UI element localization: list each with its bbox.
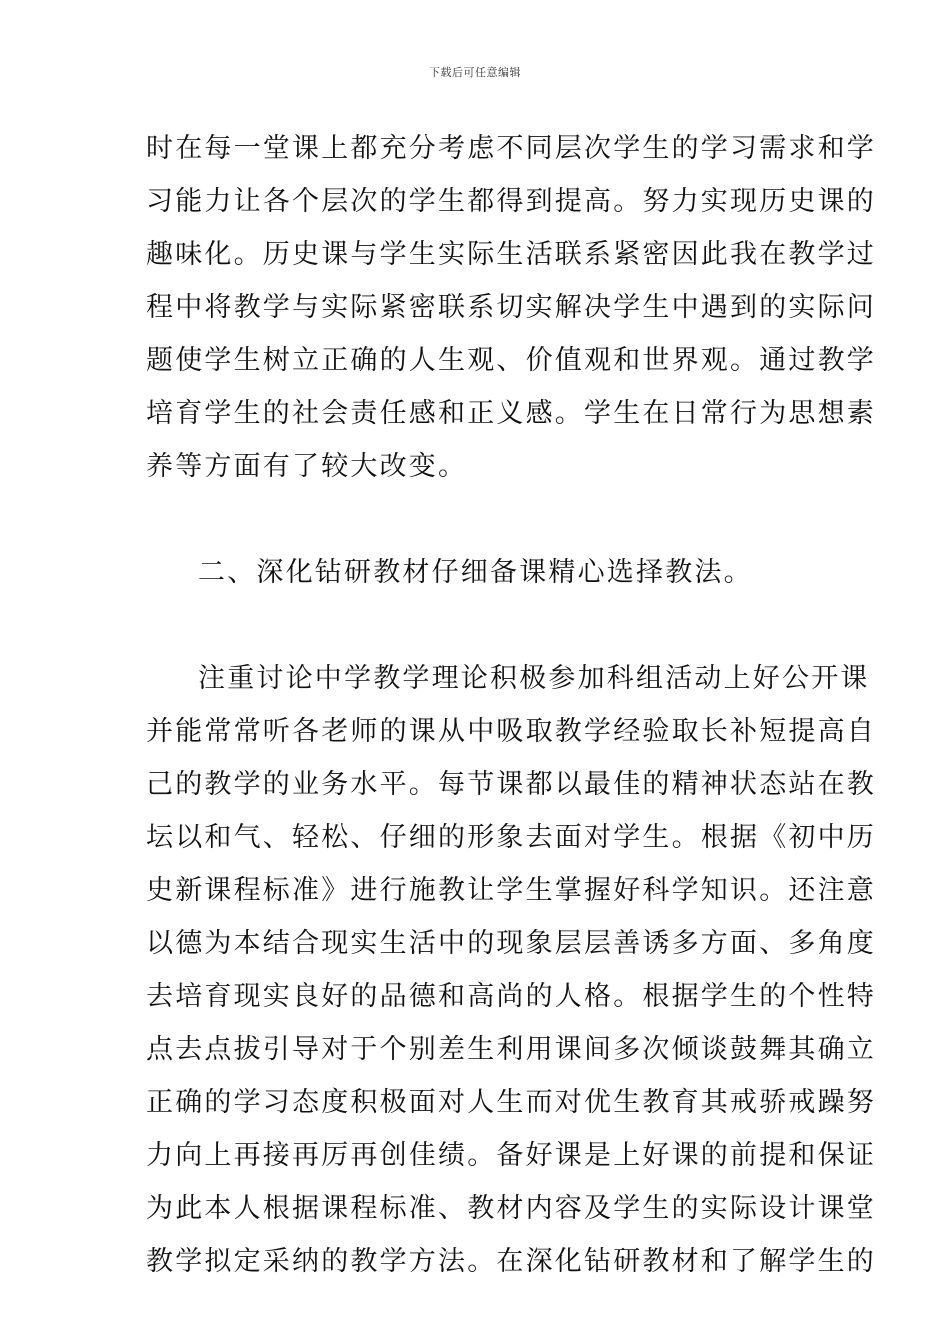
paragraph-line: 时在每一堂课上都充分考虑不同层次学生的学习需求和学 <box>146 133 876 164</box>
paragraph-1 <box>146 122 876 493</box>
document-body <box>146 122 876 1288</box>
paragraph-line: 趣味化。历史课与学生实际生活联系紧密因此我在教学过 <box>146 239 876 270</box>
paragraph-2 <box>146 652 876 1288</box>
paragraph-line: 己的教学的业务水平。每节课都以最佳的精神状态站在教 <box>146 769 876 800</box>
paragraph-line: 史新课程标准》进行施教让学生掌握好科学知识。还注意 <box>146 875 876 906</box>
paragraph-spacer <box>146 493 808 546</box>
paragraph-line: 教学拟定采纳的教学方法。在深化钻研教材和了解学生的 <box>146 1246 876 1277</box>
paragraph-line: 题使学生树立正确的人生观、价值观和世界观。通过教学 <box>146 345 876 376</box>
paragraph-line: 力向上再接再厉再创佳绩。备好课是上好课的前提和保证 <box>146 1140 876 1171</box>
paragraph-line: 坛以和气、轻松、仔细的形象去面对学生。根据《初中历 <box>146 822 876 853</box>
paragraph-line: 以德为本结合现实生活中的现象层层善诱多方面、多角度 <box>146 928 876 959</box>
paragraph-line: 程中将教学与实际紧密联系切实解决学生中遇到的实际问 <box>146 292 876 323</box>
paragraph-line: 正确的学习态度积极面对人生而对优生教育其戒骄戒躁努 <box>146 1087 876 1118</box>
paragraph-spacer <box>146 599 808 652</box>
paragraph-line: 习能力让各个层次的学生都得到提高。努力实现历史课的 <box>146 186 876 217</box>
paragraph-line: 注重讨论中学教学理论积极参加科组活动上好公开课 <box>198 663 870 694</box>
paragraph-line: 培育学生的社会责任感和正义感。学生在日常行为思想素 <box>146 398 876 429</box>
paragraph-line: 养等方面有了较大改变。 <box>146 451 468 482</box>
page-header-note: 下载后可任意编辑 <box>429 66 521 79</box>
section-heading: 二、深化钻研教材仔细备课精心选择教法。 <box>198 557 753 588</box>
paragraph-line: 去培育现实良好的品德和高尚的人格。根据学生的个性特 <box>146 981 876 1012</box>
paragraph-line: 点去点拔引导对于个别差生利用课间多次倾谈鼓舞其确立 <box>146 1034 876 1065</box>
paragraph-line: 并能常常听各老师的课从中吸取教学经验取长补短提高自 <box>146 716 876 747</box>
paragraph-line: 为此本人根据课程标准、教材内容及学生的实际设计课堂 <box>146 1193 876 1224</box>
